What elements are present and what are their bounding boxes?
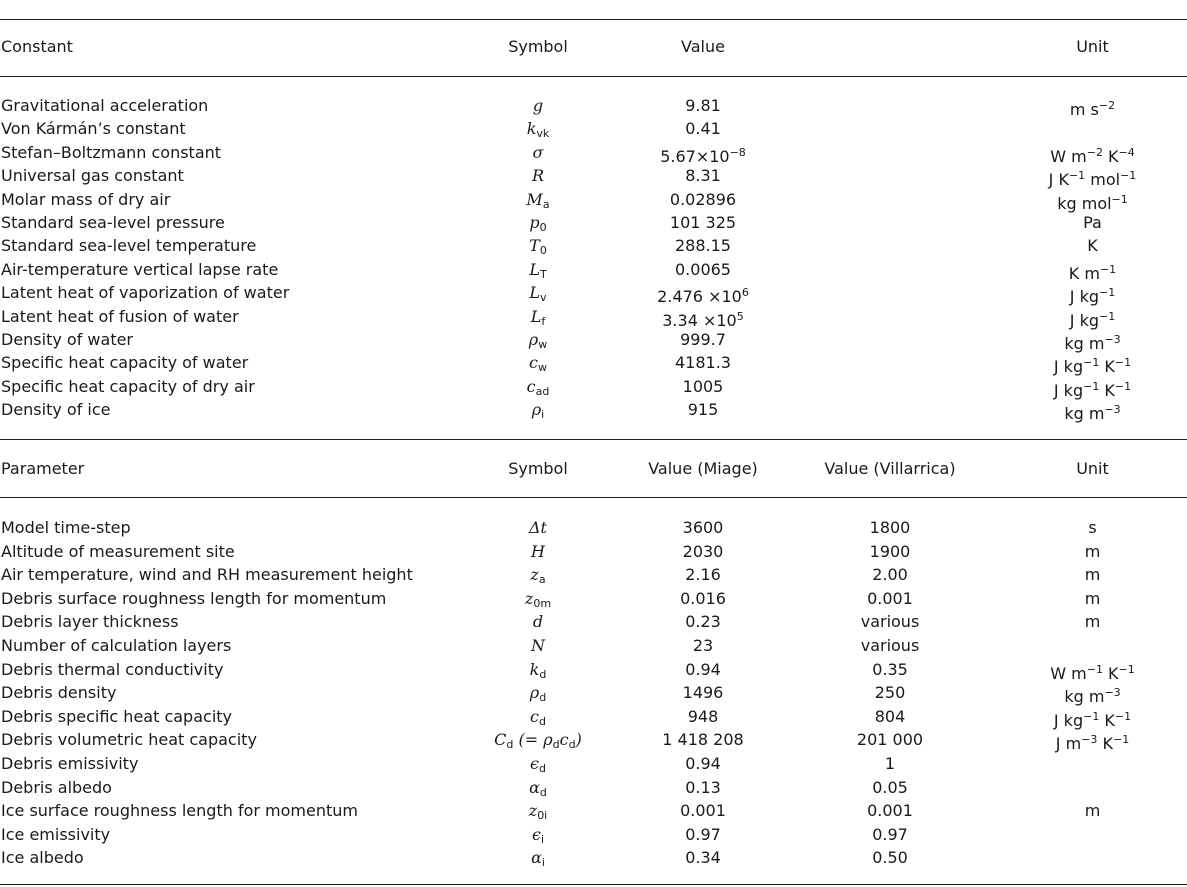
parameters-header-rule bbox=[0, 497, 1187, 498]
constant-name: Molar mass of dry air bbox=[1, 189, 171, 209]
unit-text: kg m bbox=[1064, 334, 1105, 353]
symbol-text: R bbox=[531, 166, 545, 186]
table-row bbox=[0, 658, 1187, 681]
unit-text: K bbox=[1102, 146, 1119, 166]
symbol-text: z bbox=[530, 565, 539, 585]
constant-symbol bbox=[468, 94, 608, 117]
unit-text: J kg bbox=[1053, 710, 1084, 730]
unit-text: Pa bbox=[1083, 213, 1102, 232]
constant-name: Specific heat capacity of water bbox=[1, 353, 249, 373]
bottom-rule bbox=[0, 884, 1187, 885]
constant-symbol bbox=[468, 164, 608, 187]
symbol-subscript: i bbox=[541, 856, 545, 870]
symbol-text: d bbox=[532, 612, 544, 632]
value-text: 2.476 ×10 bbox=[657, 287, 742, 307]
symbol-text: ϵ bbox=[530, 754, 539, 773]
unit-exponent: −4 bbox=[1118, 145, 1135, 159]
symbol-text: L bbox=[530, 306, 542, 326]
unit-text: kg m bbox=[1064, 404, 1105, 424]
unit-exponent: −3 bbox=[1104, 333, 1121, 346]
unit-text: mol bbox=[1085, 170, 1121, 190]
table-row bbox=[0, 281, 1187, 307]
symbol-subscript: d bbox=[539, 691, 547, 705]
parameter-name: Debris density bbox=[1, 683, 117, 703]
unit-exponent: −3 bbox=[1104, 403, 1121, 417]
value-text: 0.02896 bbox=[669, 189, 737, 209]
constant-unit bbox=[1005, 234, 1180, 257]
unit-text: W m bbox=[1050, 146, 1087, 166]
parameter-unit bbox=[1005, 563, 1180, 586]
value-text: 915 bbox=[687, 400, 719, 420]
symbol-text: H bbox=[531, 541, 545, 561]
parameter-unit bbox=[1005, 587, 1180, 610]
symbol-text: k bbox=[529, 659, 540, 679]
table-row bbox=[0, 94, 1187, 117]
table-row bbox=[0, 634, 1187, 657]
symbol-text: c bbox=[526, 376, 536, 396]
unit-text: J kg bbox=[1069, 287, 1099, 307]
parameter-symbol bbox=[468, 846, 608, 874]
symbol-subscript: a bbox=[542, 197, 550, 211]
symbol-text: ρ bbox=[529, 683, 540, 703]
unit-text: K bbox=[1099, 380, 1115, 400]
parameter-name: Debris volumetric heat capacity bbox=[1, 730, 257, 750]
constant-name: Universal gas constant bbox=[1, 166, 184, 186]
value-exponent: −8 bbox=[729, 145, 746, 159]
value-villarrica: 0.001 bbox=[867, 588, 913, 608]
unit-exponent: −1 bbox=[1114, 356, 1132, 370]
table-row bbox=[0, 398, 1187, 424]
value-villarrica: 1800 bbox=[869, 518, 911, 537]
constant-value bbox=[628, 398, 778, 421]
unit-exponent: −1 bbox=[1111, 192, 1128, 206]
constant-value bbox=[628, 188, 778, 211]
value-exponent: 5 bbox=[736, 309, 744, 323]
constant-symbol bbox=[468, 141, 608, 164]
parameter-name: Altitude of measurement site bbox=[1, 541, 235, 561]
constant-unit bbox=[1005, 398, 1180, 425]
unit-text: K bbox=[1097, 734, 1113, 754]
unit-exponent: −3 bbox=[1104, 686, 1121, 700]
constant-value bbox=[628, 94, 778, 117]
symbol-subscript: f bbox=[541, 314, 546, 328]
constants-header-row bbox=[0, 35, 1187, 58]
symbol-text: c bbox=[559, 730, 569, 750]
unit-text: kg m bbox=[1064, 687, 1105, 707]
constants-header-rule bbox=[0, 76, 1187, 77]
symbol-text: N bbox=[531, 636, 545, 655]
symbol-subscript: ad bbox=[535, 384, 550, 398]
unit-exponent: −1 bbox=[1099, 286, 1116, 300]
value-villarrica: 1900 bbox=[869, 541, 911, 561]
constant-name: Stefan–Boltzmann constant bbox=[1, 142, 222, 162]
parameter-symbol bbox=[468, 610, 608, 633]
table-row bbox=[0, 375, 1187, 398]
unit-text: K bbox=[1099, 357, 1115, 377]
value-text: 288.15 bbox=[675, 236, 731, 256]
parameter-name: Air temperature, wind and RH measurement height bbox=[1, 565, 413, 585]
symbol-text: k bbox=[526, 119, 537, 139]
symbol-subscript: d bbox=[539, 785, 547, 799]
symbol-text: (= ρ bbox=[513, 730, 553, 750]
table-row bbox=[0, 776, 1187, 799]
unit-text: K bbox=[1099, 710, 1115, 730]
symbol-subscript: w bbox=[538, 338, 548, 351]
unit-text: m bbox=[1084, 588, 1101, 608]
value-villarrica: 0.05 bbox=[872, 777, 908, 797]
symbol-text: σ bbox=[532, 142, 544, 162]
section-divider-rule bbox=[0, 439, 1187, 440]
symbol-text: z bbox=[524, 588, 534, 608]
parameters-header-row bbox=[0, 457, 1187, 480]
symbol-subscript: d bbox=[538, 714, 546, 728]
header-value: Value bbox=[681, 37, 725, 56]
unit-exponent: −1 bbox=[1099, 262, 1117, 276]
parameter-name: Debris surface roughness length for momentum bbox=[1, 588, 387, 608]
value-text: 3.34 ×10 bbox=[662, 310, 737, 330]
symbol-text: C bbox=[494, 730, 507, 750]
symbol-text: ) bbox=[575, 730, 582, 750]
symbol-subscript: d bbox=[506, 738, 514, 752]
value-miage: 1 418 208 bbox=[662, 730, 744, 750]
parameter-name: Debris layer thickness bbox=[1, 612, 179, 632]
value-miage: 0.34 bbox=[685, 848, 721, 868]
symbol-subscript: v bbox=[540, 291, 547, 305]
parameter-symbol bbox=[468, 516, 608, 539]
symbol-text: L bbox=[529, 283, 541, 303]
value-villarrica: various bbox=[860, 612, 920, 632]
value-miage: 0.97 bbox=[685, 824, 721, 844]
symbol-text: M bbox=[526, 189, 543, 209]
unit-exponent: −1 bbox=[1068, 169, 1086, 183]
value-villarrica: 804 bbox=[874, 706, 906, 726]
parameter-unit bbox=[1005, 516, 1180, 539]
symbol-subscript: d bbox=[552, 738, 560, 752]
table-row bbox=[0, 351, 1187, 377]
symbol-text: ρ bbox=[528, 330, 539, 349]
value-miage: 0.94 bbox=[685, 754, 721, 773]
table-row bbox=[0, 328, 1187, 351]
table-row bbox=[0, 188, 1187, 211]
unit-exponent: −1 bbox=[1120, 169, 1137, 183]
unit-text: K bbox=[1087, 236, 1098, 256]
parameter-name: Ice surface roughness length for momentum bbox=[1, 801, 358, 821]
value-villarrica: 0.001 bbox=[867, 801, 913, 821]
value-text: 5.67×10 bbox=[660, 146, 730, 166]
table-row bbox=[0, 587, 1187, 610]
table-row bbox=[0, 141, 1187, 164]
unit-exponent: −1 bbox=[1083, 356, 1100, 370]
value-text: 4181.3 bbox=[675, 353, 731, 373]
unit-exponent: −1 bbox=[1083, 709, 1100, 723]
unit-exponent: −1 bbox=[1099, 309, 1116, 323]
symbol-subscript: w bbox=[537, 361, 547, 375]
unit-exponent: −1 bbox=[1083, 379, 1100, 393]
unit-text: m bbox=[1084, 541, 1101, 561]
value-miage: 0.001 bbox=[680, 801, 726, 821]
unit-text: K bbox=[1102, 663, 1119, 683]
symbol-subscript: d bbox=[539, 667, 547, 681]
parameter-unit bbox=[1005, 540, 1180, 563]
parameter-name: Number of calculation layers bbox=[1, 636, 232, 655]
unit-text: kg mol bbox=[1057, 193, 1112, 213]
unit-text: m bbox=[1084, 565, 1101, 585]
value-text: 101 325 bbox=[669, 213, 737, 232]
unit-text: J kg bbox=[1053, 380, 1084, 400]
table-row bbox=[0, 117, 1187, 140]
unit-text: m bbox=[1084, 612, 1101, 632]
symbol-subscript: 0i bbox=[537, 809, 548, 823]
constant-name: Air-temperature vertical lapse rate bbox=[1, 259, 279, 279]
parameter-name: Debris emissivity bbox=[1, 754, 139, 773]
unit-text: J m bbox=[1055, 734, 1082, 754]
constant-value bbox=[628, 258, 778, 281]
table-row bbox=[0, 823, 1187, 846]
symbol-subscript: i bbox=[540, 832, 545, 846]
table-row bbox=[0, 258, 1187, 281]
constant-value bbox=[628, 328, 778, 351]
constant-value bbox=[628, 117, 778, 140]
symbol-text: α bbox=[531, 848, 542, 868]
header-parameter: Parameter bbox=[1, 459, 85, 478]
constant-name: Von Kármán’s constant bbox=[1, 119, 186, 139]
table-row bbox=[0, 752, 1187, 775]
table-row bbox=[0, 728, 1187, 754]
table-row bbox=[0, 540, 1187, 563]
header-unit: Unit bbox=[1076, 459, 1109, 478]
unit-text: s bbox=[1088, 518, 1097, 537]
symbol-subscript: i bbox=[541, 408, 545, 422]
table-row bbox=[0, 211, 1187, 234]
value-villarrica: 0.50 bbox=[872, 848, 908, 868]
symbol-text: L bbox=[529, 259, 540, 279]
symbol-text: Δt bbox=[529, 518, 547, 537]
table-row bbox=[0, 516, 1187, 539]
value-miage: 0.94 bbox=[685, 659, 721, 679]
symbol-subscript: 0 bbox=[539, 221, 547, 234]
table-row bbox=[0, 164, 1187, 190]
symbol-text: g bbox=[532, 96, 544, 115]
value-miage: 2.16 bbox=[685, 565, 721, 585]
constant-name: Standard sea-level pressure bbox=[1, 213, 225, 232]
value-villarrica: 0.97 bbox=[872, 824, 908, 844]
parameter-name: Debris thermal conductivity bbox=[1, 659, 224, 679]
symbol-text: c bbox=[529, 353, 538, 373]
table-row bbox=[0, 681, 1187, 707]
value-villarrica: 2.00 bbox=[872, 565, 908, 585]
constant-value bbox=[628, 375, 778, 398]
table-row bbox=[0, 305, 1187, 328]
constant-name: Latent heat of fusion of water bbox=[1, 306, 239, 326]
value-miage: 1496 bbox=[682, 683, 724, 703]
constant-name: Specific heat capacity of dry air bbox=[1, 376, 255, 396]
unit-text: J kg bbox=[1069, 310, 1099, 330]
unit-exponent: −2 bbox=[1086, 145, 1103, 159]
parameter-symbol bbox=[468, 540, 608, 563]
parameter-name: Debris specific heat capacity bbox=[1, 706, 232, 726]
symbol-subscript: d bbox=[568, 738, 576, 752]
unit-exponent: −3 bbox=[1081, 733, 1098, 747]
unit-text: m bbox=[1084, 801, 1101, 821]
value-miage: 23 bbox=[692, 636, 714, 655]
value-text: 9.81 bbox=[685, 96, 721, 115]
value-villarrica: 0.35 bbox=[872, 659, 908, 679]
constant-value bbox=[628, 351, 778, 374]
unit-exponent: −1 bbox=[1112, 733, 1130, 747]
table-row bbox=[0, 610, 1187, 633]
symbol-text: α bbox=[529, 777, 540, 797]
unit-exponent: −2 bbox=[1098, 99, 1116, 112]
value-exponent: 6 bbox=[741, 286, 749, 300]
symbol-text: c bbox=[530, 706, 539, 726]
symbol-subscript: d bbox=[538, 762, 546, 775]
constant-name: Density of water bbox=[1, 330, 134, 349]
parameter-symbol bbox=[468, 634, 608, 657]
table-row bbox=[0, 846, 1187, 869]
constant-name: Density of ice bbox=[1, 400, 111, 420]
parameter-name: Model time-step bbox=[1, 518, 131, 537]
header-value-villarrica: Value (Villarrica) bbox=[824, 459, 956, 478]
unit-text: W m bbox=[1050, 663, 1087, 683]
value-villarrica: various bbox=[860, 636, 920, 655]
constant-value bbox=[628, 211, 778, 234]
table-row bbox=[0, 563, 1187, 586]
constant-value bbox=[628, 164, 778, 187]
parameter-unit bbox=[1005, 610, 1180, 633]
constant-name: Latent heat of vaporization of water bbox=[1, 283, 290, 303]
unit-exponent: −1 bbox=[1086, 662, 1103, 676]
unit-text: K m bbox=[1068, 263, 1100, 283]
unit-text: J kg bbox=[1053, 357, 1084, 377]
value-villarrica: 1 bbox=[884, 754, 896, 773]
unit-exponent: −1 bbox=[1114, 379, 1132, 393]
unit-exponent: −1 bbox=[1118, 662, 1135, 676]
parameter-unit bbox=[1005, 799, 1180, 822]
table-row bbox=[0, 799, 1187, 822]
value-villarrica: 201 000 bbox=[856, 730, 924, 750]
header-symbol: Symbol bbox=[508, 459, 568, 478]
symbol-text: z bbox=[528, 801, 538, 821]
constant-symbol bbox=[468, 398, 608, 426]
constant-name: Gravitational acceleration bbox=[1, 96, 209, 115]
constant-value bbox=[628, 234, 778, 257]
parameter-name: Debris albedo bbox=[1, 777, 112, 797]
value-miage: 0.23 bbox=[685, 612, 721, 632]
symbol-subscript: vk bbox=[536, 127, 550, 141]
symbol-text: p bbox=[529, 213, 540, 232]
value-text: 0.0065 bbox=[675, 259, 731, 279]
unit-text: m s bbox=[1069, 100, 1099, 119]
symbol-text: T bbox=[529, 236, 540, 256]
constant-unit bbox=[1005, 211, 1180, 234]
top-rule bbox=[0, 19, 1187, 20]
value-text: 1005 bbox=[682, 376, 724, 396]
symbol-subscript: 0 bbox=[539, 244, 547, 258]
symbol-subscript: a bbox=[538, 573, 546, 587]
value-miage: 948 bbox=[687, 706, 719, 726]
header-symbol: Symbol bbox=[508, 37, 568, 56]
symbol-text: ϵ bbox=[531, 824, 541, 844]
header-constant: Constant bbox=[1, 37, 73, 56]
value-text: 8.31 bbox=[685, 166, 721, 186]
value-miage: 0.016 bbox=[680, 588, 726, 608]
parameter-name: Ice emissivity bbox=[1, 824, 111, 844]
value-text: 0.41 bbox=[685, 119, 721, 139]
table-row bbox=[0, 705, 1187, 728]
parameter-name: Ice albedo bbox=[1, 848, 84, 868]
symbol-subscript: 0m bbox=[533, 596, 552, 610]
header-unit: Unit bbox=[1076, 37, 1109, 56]
unit-exponent: −1 bbox=[1114, 709, 1132, 723]
symbol-text: ρ bbox=[531, 400, 542, 420]
value-text: 999.7 bbox=[680, 330, 726, 349]
symbol-subscript: T bbox=[539, 267, 547, 281]
header-value-miage: Value (Miage) bbox=[648, 459, 758, 478]
value-miage: 2030 bbox=[682, 541, 724, 561]
value-miage: 3600 bbox=[682, 518, 724, 537]
value-miage: 0.13 bbox=[685, 777, 721, 797]
unit-text: J K bbox=[1048, 170, 1069, 190]
value-villarrica: 250 bbox=[874, 683, 906, 703]
constant-name: Standard sea-level temperature bbox=[1, 236, 257, 256]
table-row bbox=[0, 234, 1187, 257]
